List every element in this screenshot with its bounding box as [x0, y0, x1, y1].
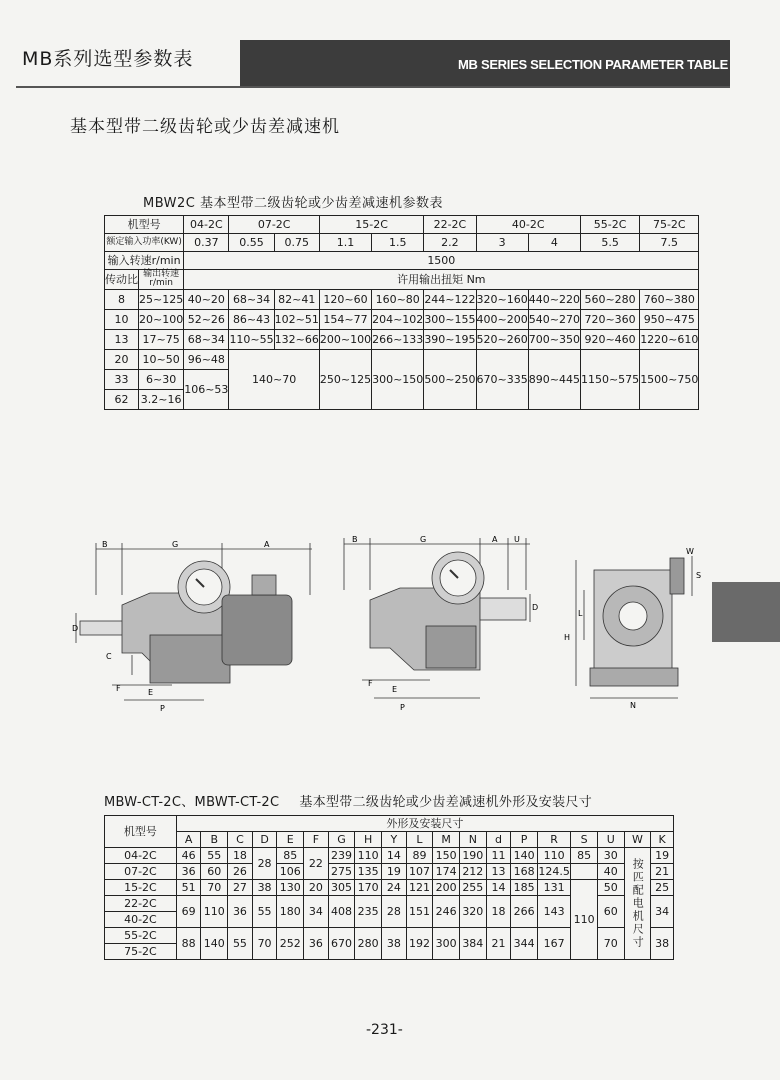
torque-cell: 244~122: [424, 289, 476, 309]
power-cell: 1.5: [372, 234, 424, 252]
model-cell: 04-2C: [105, 848, 177, 864]
dim-cell: 38: [252, 880, 277, 896]
dim-cell: 36: [304, 928, 329, 960]
table-row: [105, 848, 674, 864]
dim-label: B: [102, 540, 108, 549]
table-row: [105, 309, 699, 329]
torque-cell: 300~150: [372, 349, 424, 409]
speed-label: 输入转速r/min: [105, 252, 184, 270]
dim-cell: 55: [252, 896, 277, 928]
dim-cell: 40: [597, 864, 624, 880]
dim-cell: 185: [511, 880, 538, 896]
table-row: [105, 270, 699, 290]
torque-cell: 890~445: [528, 349, 580, 409]
dim-cell: 305: [328, 880, 355, 896]
dim-cell: 131: [537, 880, 570, 896]
power-cell: 3: [476, 234, 528, 252]
dim-cell: 34: [651, 896, 674, 928]
dim-label: U: [514, 535, 520, 544]
col-header: Y: [382, 832, 407, 848]
model-cell: 75-2C: [105, 944, 177, 960]
dim-label: G: [172, 540, 179, 549]
col-header: P: [511, 832, 538, 848]
model-cell: 75-2C: [640, 216, 699, 234]
table-row: [105, 289, 699, 309]
dim-label: G: [420, 535, 427, 544]
dim-cell: 55: [201, 848, 228, 864]
dim-cell: 70: [252, 928, 277, 960]
torque-cell: 140~70: [229, 349, 319, 409]
torque-cell: 440~220: [528, 289, 580, 309]
col-header: M: [433, 832, 460, 848]
torque-cell: 266~133: [372, 329, 424, 349]
dim-cell: 18: [486, 896, 511, 928]
dim-cell: 50: [597, 880, 624, 896]
dim-cell: [571, 864, 598, 880]
torque-cell: 540~270: [528, 309, 580, 329]
dim-cell: 246: [433, 896, 460, 928]
torque-label: 许用输出扭矩 Nm: [184, 270, 699, 290]
torque-cell: 204~102: [372, 309, 424, 329]
torque-cell: 200~100: [319, 329, 371, 349]
col-header: F: [304, 832, 329, 848]
dim-cell: 255: [459, 880, 486, 896]
dim-cell: 70: [201, 880, 228, 896]
power-cell: 0.55: [229, 234, 274, 252]
dim-cell: 150: [433, 848, 460, 864]
table1-caption: MBW2C 基本型带二级齿轮或少齿差减速机参数表: [143, 196, 444, 211]
dim-label: L: [578, 609, 583, 618]
dim-cell: 135: [355, 864, 382, 880]
dim-cell: 110: [537, 848, 570, 864]
torque-cell: 1150~575: [580, 349, 639, 409]
model-cell: 40-2C: [105, 912, 177, 928]
table-row: [105, 349, 699, 369]
table2-caption: [104, 791, 592, 810]
power-cell: 1.1: [319, 234, 371, 252]
dim-cell: 200: [433, 880, 460, 896]
out-speed-cell: 17~75: [139, 329, 184, 349]
model-cell: 04-2C: [184, 216, 229, 234]
dim-cell: 70: [597, 928, 624, 960]
dim-cell: 34: [304, 896, 329, 928]
torque-cell: 154~77: [319, 309, 371, 329]
dim-cell: 11: [486, 848, 511, 864]
dim-cell: 170: [355, 880, 382, 896]
dim-cell: 212: [459, 864, 486, 880]
out-speed-cell: 10~50: [139, 349, 184, 369]
header-title-en: MB SERIES SELECTION PARAMETER TABLE: [458, 57, 728, 72]
dim-cell: 28: [252, 848, 277, 880]
side-tab-thumbnail: [712, 582, 780, 642]
col-header: B: [201, 832, 228, 848]
w-note: 按匹配电机尺寸: [624, 848, 651, 960]
torque-cell: 102~51: [274, 309, 319, 329]
table-row: [105, 216, 699, 234]
torque-cell: 700~350: [528, 329, 580, 349]
torque-cell: 96~48: [184, 349, 229, 369]
ratio-cell: 13: [105, 329, 139, 349]
dim-cell: 21: [651, 864, 674, 880]
col-header: W: [624, 832, 651, 848]
dim-cell: 266: [511, 896, 538, 928]
out-speed-label-line1: 输出转速: [143, 269, 180, 279]
dim-cell: 19: [651, 848, 674, 864]
table-row: [105, 329, 699, 349]
col-header: d: [486, 832, 511, 848]
model-label: 机型号: [105, 816, 177, 848]
table-row: [105, 252, 699, 270]
group-label: 外形及安装尺寸: [176, 816, 673, 832]
dim-label: F: [116, 684, 121, 693]
dimension-table: [104, 815, 674, 960]
col-header: L: [406, 832, 433, 848]
torque-cell: 520~260: [476, 329, 528, 349]
model-cell: 22-2C: [105, 896, 177, 912]
dim-label: E: [392, 685, 398, 694]
col-header: G: [328, 832, 355, 848]
torque-cell: 106~53: [184, 369, 229, 409]
dim-cell: 239: [328, 848, 355, 864]
torque-cell: 110~55: [229, 329, 274, 349]
dim-cell: 30: [597, 848, 624, 864]
torque-cell: 1500~750: [640, 349, 699, 409]
torque-cell: 250~125: [319, 349, 371, 409]
dim-cell: 252: [277, 928, 304, 960]
col-header: R: [537, 832, 570, 848]
table2-caption-left: MBW-CT-2C、MBWT-CT-2C: [104, 795, 280, 810]
dim-label: D: [72, 624, 79, 633]
ratio-cell: 8: [105, 289, 139, 309]
dim-cell: 151: [406, 896, 433, 928]
col-header: A: [176, 832, 201, 848]
dim-label: B: [352, 535, 358, 544]
torque-cell: 82~41: [274, 289, 319, 309]
out-speed-cell: 3.2~16: [139, 389, 184, 409]
out-speed-label: [139, 270, 184, 290]
dim-cell: 20: [304, 880, 329, 896]
dim-label: P: [400, 703, 405, 712]
dim-cell: 190: [459, 848, 486, 864]
dim-cell: 124.5: [538, 864, 570, 878]
dim-cell: 180: [277, 896, 304, 928]
dim-cell: 19: [382, 864, 407, 880]
power-cell: 4: [528, 234, 580, 252]
dim-cell: 24: [382, 880, 407, 896]
dim-cell: 51: [176, 880, 201, 896]
ratio-cell: 10: [105, 309, 139, 329]
dim-cell: 60: [201, 864, 228, 880]
dim-cell: 107: [406, 864, 433, 880]
dim-label: N: [630, 701, 636, 710]
torque-cell: 120~60: [319, 289, 371, 309]
dim-cell: 384: [459, 928, 486, 960]
dim-cell: 143: [537, 896, 570, 928]
torque-cell: 920~460: [580, 329, 639, 349]
speed-value: 1500: [184, 252, 699, 270]
torque-cell: 400~200: [476, 309, 528, 329]
dim-cell: 280: [355, 928, 382, 960]
dim-cell: 14: [382, 848, 407, 864]
parameter-table: [104, 215, 699, 410]
col-header: E: [277, 832, 304, 848]
torque-cell: 86~43: [229, 309, 274, 329]
dim-label: C: [106, 652, 112, 661]
torque-cell: 52~26: [184, 309, 229, 329]
dim-cell: 670: [328, 928, 355, 960]
dim-cell: 235: [355, 896, 382, 928]
torque-cell: 300~155: [424, 309, 476, 329]
dim-cell: 300: [433, 928, 460, 960]
dim-cell: 36: [176, 864, 201, 880]
dim-cell: 167: [537, 928, 570, 960]
col-header: C: [228, 832, 253, 848]
model-cell: 55-2C: [105, 928, 177, 944]
dim-label: A: [264, 540, 270, 549]
dim-cell: 408: [328, 896, 355, 928]
table-row: [105, 832, 674, 848]
dim-label: H: [564, 633, 571, 642]
drawing-right: [560, 530, 710, 720]
col-header: H: [355, 832, 382, 848]
dim-cell: 14: [486, 880, 511, 896]
model-cell: 15-2C: [319, 216, 423, 234]
dim-cell: 85: [571, 848, 598, 864]
dim-cell: 174: [433, 864, 460, 880]
dim-cell: 110: [571, 880, 598, 960]
dim-label: W: [686, 547, 694, 556]
drawing-middle: [330, 530, 540, 720]
out-speed-cell: 6~30: [139, 369, 184, 389]
dim-cell: 69: [176, 896, 201, 928]
dim-cell: 38: [382, 928, 407, 960]
header-title-cn: MB系列选型参数表: [22, 48, 194, 70]
table2-caption-right: 基本型带二级齿轮或少齿差减速机外形及安装尺寸: [299, 795, 592, 810]
torque-cell: 390~195: [424, 329, 476, 349]
torque-cell: 68~34: [229, 289, 274, 309]
dim-cell: 18: [228, 848, 253, 864]
dim-cell: 28: [382, 896, 407, 928]
col-header: U: [597, 832, 624, 848]
dim-cell: 22: [304, 848, 329, 880]
dim-cell: 320: [459, 896, 486, 928]
col-header: S: [571, 832, 598, 848]
torque-cell: 500~250: [424, 349, 476, 409]
out-speed-cell: 25~125: [139, 289, 184, 309]
section-title: 基本型带二级齿轮或少齿差减速机: [70, 117, 340, 137]
dim-label: A: [492, 535, 498, 544]
table-row: [105, 234, 699, 252]
torque-cell: 950~475: [640, 309, 699, 329]
torque-cell: 760~380: [640, 289, 699, 309]
out-speed-label-line2: r/min: [149, 278, 173, 289]
power-cell: 2.2: [424, 234, 476, 252]
power-cell: 7.5: [640, 234, 699, 252]
col-header: K: [651, 832, 674, 848]
model-cell: 07-2C: [229, 216, 319, 234]
dim-cell: 275: [328, 864, 355, 880]
table-row: [105, 880, 674, 896]
dim-cell: 88: [176, 928, 201, 960]
dim-cell: 46: [176, 848, 201, 864]
dim-cell: 110: [355, 848, 382, 864]
ratio-label: 传动比: [105, 270, 139, 290]
dim-cell: 36: [228, 896, 253, 928]
torque-cell: 720~360: [580, 309, 639, 329]
dim-label: F: [368, 679, 373, 688]
torque-cell: 1220~610: [640, 329, 699, 349]
dim-cell: 106: [277, 864, 304, 880]
torque-cell: 320~160: [476, 289, 528, 309]
dim-cell: 140: [201, 928, 228, 960]
ratio-cell: 62: [105, 389, 139, 409]
model-cell: 40-2C: [476, 216, 580, 234]
dim-cell: 168: [511, 864, 538, 880]
dim-cell: 13: [486, 864, 511, 880]
dim-cell: 55: [228, 928, 253, 960]
dim-cell: 140: [511, 848, 538, 864]
drawing-left: [72, 535, 320, 720]
dim-cell: 344: [511, 928, 538, 960]
model-cell: 07-2C: [105, 864, 177, 880]
power-label: 额定输入功率(KW): [105, 234, 184, 252]
power-cell: 0.75: [274, 234, 319, 252]
model-label: 机型号: [105, 216, 184, 234]
dim-cell: 85: [277, 848, 304, 864]
header-rule: [16, 86, 730, 88]
dim-cell: 21: [486, 928, 511, 960]
table-row: [105, 816, 674, 832]
dim-cell: 27: [228, 880, 253, 896]
dim-cell: 121: [406, 880, 433, 896]
dim-label: E: [148, 688, 154, 697]
torque-cell: 40~20: [184, 289, 229, 309]
torque-cell: 68~34: [184, 329, 229, 349]
power-cell: 0.37: [184, 234, 229, 252]
model-cell: 22-2C: [424, 216, 476, 234]
torque-cell: 132~66: [274, 329, 319, 349]
dim-cell: 26: [228, 864, 253, 880]
ratio-cell: 33: [105, 369, 139, 389]
dim-cell: 110: [201, 896, 228, 928]
dim-label: S: [696, 571, 702, 580]
dim-cell: 60: [597, 896, 624, 928]
dim-cell: 38: [651, 928, 674, 960]
dim-cell: 130: [277, 880, 304, 896]
power-cell: 5.5: [580, 234, 639, 252]
dim-cell: 192: [406, 928, 433, 960]
ratio-cell: 20: [105, 349, 139, 369]
col-header: D: [252, 832, 277, 848]
dim-cell: 25: [651, 880, 674, 896]
dim-label: P: [160, 704, 165, 713]
model-cell: 55-2C: [580, 216, 639, 234]
model-cell: 15-2C: [105, 880, 177, 896]
torque-cell: 670~335: [476, 349, 528, 409]
page-number: -231-: [366, 1022, 403, 1038]
out-speed-cell: 20~100: [139, 309, 184, 329]
torque-cell: 160~80: [372, 289, 424, 309]
torque-cell: 560~280: [580, 289, 639, 309]
dim-label: D: [532, 603, 539, 612]
dim-cell: 89: [406, 848, 433, 864]
col-header: N: [459, 832, 486, 848]
table-row: [105, 864, 674, 880]
